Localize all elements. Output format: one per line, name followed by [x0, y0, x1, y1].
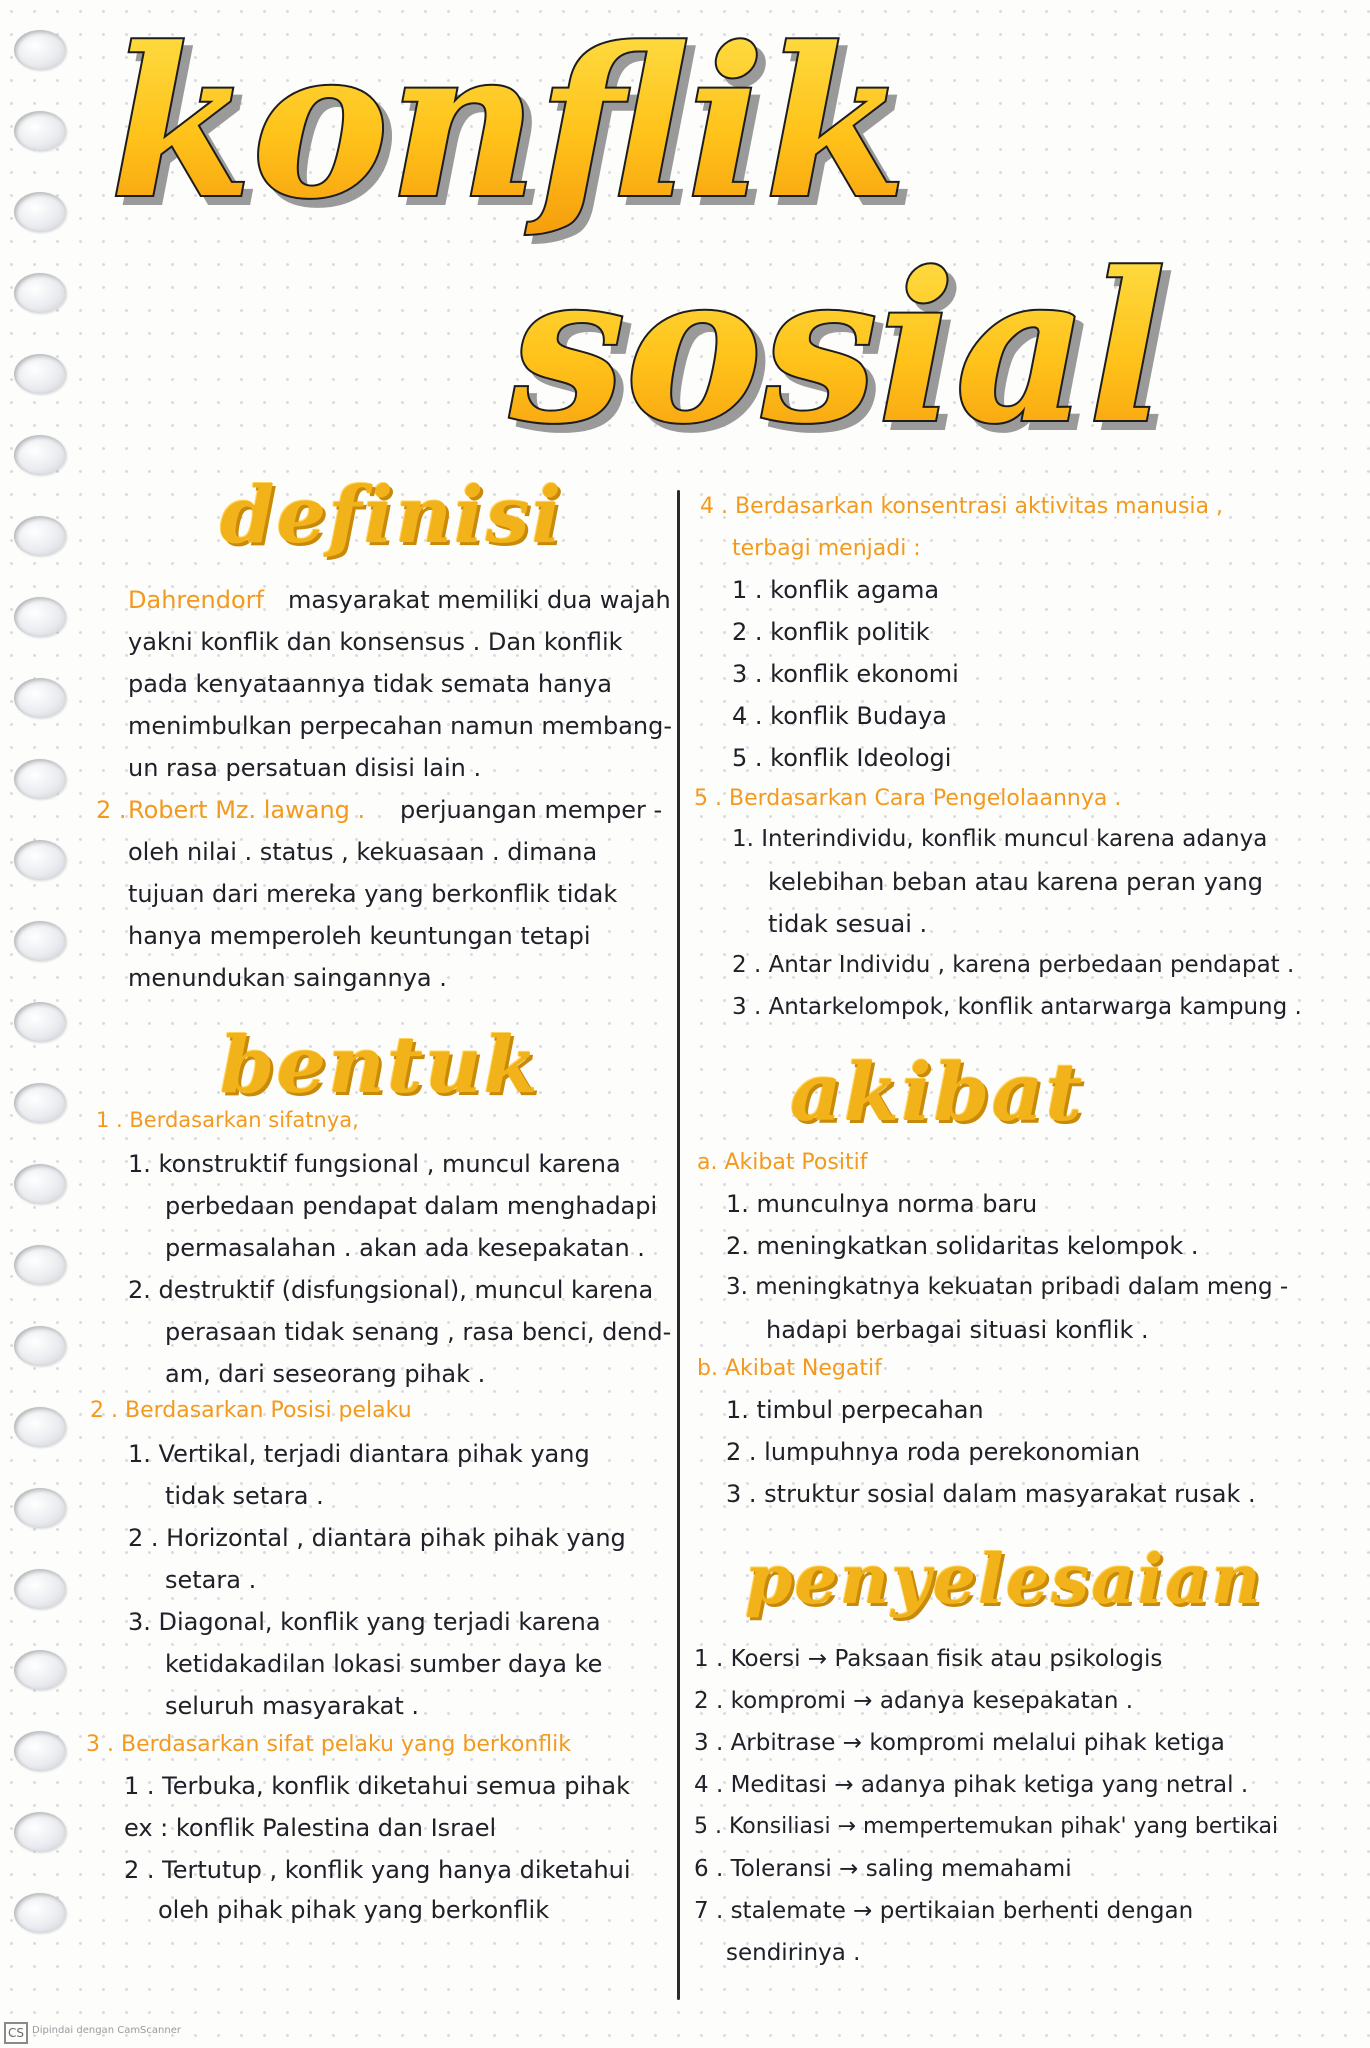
- bentuk-s5-line: tidak sesuai .: [768, 910, 928, 938]
- bentuk-s4-title: 4 . Berdasarkan konsentrasi aktivitas manusia ,: [700, 494, 1223, 519]
- binder-hole: [14, 1812, 66, 1852]
- binder-hole: [14, 516, 66, 556]
- akibat-a-line: hadapi berbagai situasi konflik .: [766, 1316, 1149, 1344]
- definisi-p2-line: oleh nilai . status , kekuasaan . dimana: [128, 838, 598, 866]
- binder-hole: [14, 1002, 66, 1042]
- definisi-p2-line: perjuangan memper -: [400, 796, 663, 824]
- bentuk-s3-line: 2 . Tertutup , konflik yang hanya diketahui: [124, 1856, 631, 1884]
- binder-hole: [14, 1245, 66, 1285]
- penyelesaian-item: 4 . Meditasi → adanya pihak ketiga yang netral .: [694, 1772, 1249, 1798]
- binder-hole: [14, 1731, 66, 1771]
- bentuk-s3-title: 3 . Berdasarkan sifat pelaku yang berkonflik: [86, 1732, 571, 1757]
- binder-hole: [14, 921, 66, 961]
- binder-hole: [14, 597, 66, 637]
- heading-penyelesaian: penyelesaian: [745, 1540, 1263, 1620]
- camscanner-caption: Dipindai dengan CamScanner: [32, 2025, 181, 2036]
- binder-hole: [14, 1326, 66, 1366]
- binder-hole: [14, 759, 66, 799]
- akibat-a-title: a. Akibat Positif: [697, 1150, 868, 1175]
- binder-hole: [14, 1650, 66, 1690]
- definisi-p2-num: 2 .: [96, 796, 127, 824]
- camscanner-logo: CS: [4, 2022, 28, 2044]
- bentuk-s2-line: 2 . Horizontal , diantara pihak pihak yang: [128, 1524, 626, 1552]
- definisi-p2-line: tujuan dari mereka yang berkonflik tidak: [128, 880, 618, 908]
- bentuk-s3-line: 1 . Terbuka, konflik diketahui semua pihak: [124, 1772, 630, 1800]
- bentuk-s4-item: 3 . konflik ekonomi: [732, 660, 959, 688]
- definisi-p2-line: menundukan saingannya .: [128, 964, 447, 992]
- akibat-b-title: b. Akibat Negatif: [697, 1356, 882, 1381]
- penyelesaian-item: sendirinya .: [726, 1940, 861, 1966]
- bentuk-s2-line: seluruh masyarakat .: [165, 1692, 419, 1720]
- heading-akibat: akibat: [790, 1045, 1085, 1139]
- bentuk-s5-line: 2 . Antar Individu , karena perbedaan pendapat .: [732, 952, 1295, 978]
- penyelesaian-item: 2 . kompromi → adanya kesepakatan .: [694, 1688, 1134, 1714]
- bentuk-s5-line: 3 . Antarkelompok, konflik antarwarga kampung .: [732, 994, 1302, 1020]
- binder-hole: [14, 273, 66, 313]
- title-line2: sosial: [510, 229, 1167, 469]
- akibat-a-line: 2. meningkatkan solidaritas kelompok .: [726, 1232, 1199, 1260]
- bentuk-s5-line: 1. Interindividu, konflik muncul karena adanya: [732, 826, 1268, 852]
- binder-hole: [14, 192, 66, 232]
- definisi-p2-name: Robert Mz. lawang .: [128, 796, 366, 824]
- definisi-p1-name: Dahrendorf: [128, 586, 264, 614]
- title-line1: konflik: [110, 20, 907, 244]
- binder-hole: [14, 840, 66, 880]
- bentuk-s3-line: oleh pihak pihak yang berkonflik: [158, 1896, 550, 1924]
- binder-hole: [14, 1083, 66, 1123]
- bentuk-s4-item: 4 . konflik Budaya: [732, 702, 947, 730]
- penyelesaian-item: 6 . Toleransi → saling memahami: [694, 1856, 1072, 1882]
- akibat-b-line: 2 . lumpuhnya roda perekonomian: [726, 1438, 1141, 1466]
- binder-hole: [14, 1164, 66, 1204]
- bentuk-s1-line: 2. destruktif (disfungsional), muncul karena: [128, 1276, 654, 1304]
- bentuk-s2-line: setara .: [165, 1566, 257, 1594]
- definisi-p2-line: hanya memperoleh keuntungan tetapi: [128, 922, 591, 950]
- heading-bentuk: bentuk: [220, 1020, 540, 1111]
- definisi-p1-line: pada kenyataannya tidak semata hanya: [128, 670, 612, 698]
- binder-hole: [14, 435, 66, 475]
- bentuk-s1-line: permasalahan . akan ada kesepakatan .: [165, 1234, 645, 1262]
- akibat-a-line: 1. munculnya norma baru: [726, 1190, 1038, 1218]
- binder-holes: [14, 30, 74, 2030]
- bentuk-s1-line: perbedaan pendapat dalam menghadapi: [165, 1192, 658, 1220]
- binder-hole: [14, 1407, 66, 1447]
- bentuk-s1-line: perasaan tidak senang , rasa benci, dend-: [165, 1318, 672, 1346]
- bentuk-s4-item: 5 . konflik Ideologi: [732, 744, 952, 772]
- akibat-b-line: 3 . struktur sosial dalam masyarakat rusak .: [726, 1480, 1256, 1508]
- heading-definisi: definisi: [220, 470, 564, 561]
- binder-hole: [14, 1893, 66, 1933]
- penyelesaian-item: 7 . stalemate → pertikaian berhenti dengan: [694, 1898, 1194, 1924]
- column-divider: [677, 490, 680, 2000]
- akibat-a-line: 3. meningkatnya kekuatan pribadi dalam meng -: [726, 1274, 1289, 1300]
- definisi-p1-line: yakni konflik dan konsensus . Dan konflik: [128, 628, 623, 656]
- bentuk-s4-title: terbagi menjadi :: [732, 536, 921, 561]
- bentuk-s2-line: 3. Diagonal, konflik yang terjadi karena: [128, 1608, 601, 1636]
- definisi-p1-line: un rasa persatuan disisi lain .: [128, 754, 482, 782]
- title-lettering: [80, 20, 1310, 480]
- binder-hole: [14, 30, 66, 70]
- binder-hole: [14, 1569, 66, 1609]
- binder-hole: [14, 111, 66, 151]
- binder-hole: [14, 678, 66, 718]
- penyelesaian-item: 1 . Koersi → Paksaan fisik atau psikologis: [694, 1646, 1163, 1672]
- binder-hole: [14, 354, 66, 394]
- bentuk-s2-line: 1. Vertikal, terjadi diantara pihak yang: [128, 1440, 590, 1468]
- bentuk-s5-line: kelebihan beban atau karena peran yang: [768, 868, 1263, 896]
- penyelesaian-item: 5 . Konsiliasi → mempertemukan pihak' yang bertikai: [694, 1814, 1279, 1839]
- penyelesaian-item: 3 . Arbitrase → kompromi melalui pihak ketiga: [694, 1730, 1225, 1756]
- bentuk-s2-title: 2 . Berdasarkan Posisi pelaku: [90, 1398, 412, 1423]
- definisi-p1-line: menimbulkan perpecahan namun membang-: [128, 712, 672, 740]
- bentuk-s1-line: 1. konstruktif fungsional , muncul karena: [128, 1150, 621, 1178]
- akibat-b-line: 1. timbul perpecahan: [726, 1396, 984, 1424]
- bentuk-s3-line: ex : konflik Palestina dan Israel: [124, 1814, 497, 1842]
- binder-hole: [14, 1488, 66, 1528]
- bentuk-s2-line: tidak setara .: [165, 1482, 324, 1510]
- definisi-p1-line: masyarakat memiliki dua wajah: [288, 586, 671, 614]
- bentuk-s4-item: 2 . konflik politik: [732, 618, 930, 646]
- bentuk-s5-title: 5 . Berdasarkan Cara Pengelolaannya .: [694, 786, 1122, 811]
- bentuk-s2-line: ketidakadilan lokasi sumber daya ke: [165, 1650, 603, 1678]
- bentuk-s4-item: 1 . konflik agama: [732, 576, 940, 604]
- bentuk-s1-title: 1 . Berdasarkan sifatnya,: [96, 1108, 359, 1132]
- bentuk-s1-line: am, dari seseorang pihak .: [165, 1360, 486, 1388]
